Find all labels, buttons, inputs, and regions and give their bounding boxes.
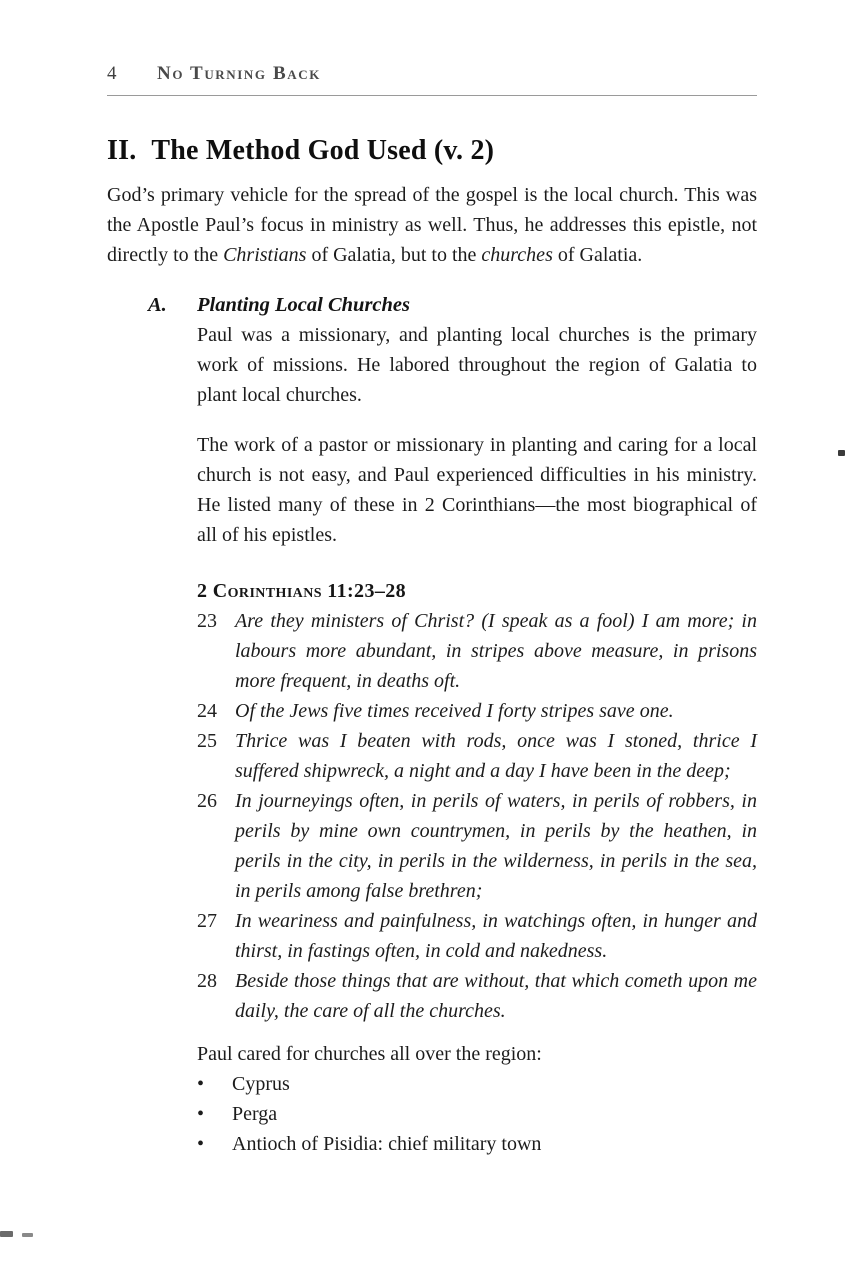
list-item-text: Antioch of Pisidia: chief military town bbox=[232, 1133, 542, 1155]
verse-row bbox=[197, 906, 757, 966]
intro-italic-2: churches bbox=[481, 244, 553, 266]
intro-paragraph bbox=[107, 180, 757, 270]
scripture-block bbox=[197, 576, 757, 1026]
heading-title: The Method God Used (v. 2) bbox=[151, 135, 495, 166]
heading-numeral: II. bbox=[107, 135, 137, 166]
list-item bbox=[197, 1069, 757, 1099]
scan-artifact bbox=[0, 1231, 13, 1237]
verse-number: 25 bbox=[197, 730, 217, 752]
verse-number: 24 bbox=[197, 700, 217, 722]
intro-text-1: God’s primary vehicle for the spread of the gospel is the local church. This was the Apostle Paul’s focus in ministry as well. Thus, he addresses this epistle, not directly to the bbox=[107, 184, 757, 266]
region-list bbox=[197, 1039, 757, 1159]
scan-artifact bbox=[838, 450, 845, 456]
verse-row bbox=[197, 786, 757, 906]
region-list-intro: Paul cared for churches all over the region: bbox=[197, 1043, 542, 1065]
verse-number: 27 bbox=[197, 910, 217, 932]
intro-italic-1: Christians bbox=[223, 244, 307, 266]
subsection-paragraph-1: Paul was a missionary, and planting local churches is the primary work of missions. He labored throughout the region of Galatia to plant local churches. bbox=[197, 324, 757, 406]
running-header-title: No Turning Back bbox=[157, 63, 321, 84]
verse-text: In weariness and painfulness, in watchings often, in hunger and thirst, in fastings often, in cold and nakedness. bbox=[235, 910, 757, 962]
running-header bbox=[107, 62, 757, 96]
section-heading-2 bbox=[107, 132, 757, 170]
list-item-text: Cyprus bbox=[232, 1073, 290, 1095]
subsection-label: A. bbox=[148, 294, 167, 316]
list-item-text: Perga bbox=[232, 1103, 278, 1125]
scan-artifact bbox=[22, 1233, 33, 1237]
verse-text: In journeyings often, in perils of waters, in perils of robbers, in perils by mine own countrymen, in perils by the heathen, in perils in the city, in perils in the wilderness, in perils in the sea, in perils among false brethren; bbox=[235, 790, 757, 902]
verse-text: Are they ministers of Christ? (I speak as a fool) I am more; in labours more abundant, in stripes above measure, in prisons more frequent, in deaths oft. bbox=[235, 610, 757, 692]
bullet-icon: • bbox=[197, 1103, 205, 1125]
list-item bbox=[197, 1099, 757, 1129]
verse-number: 23 bbox=[197, 610, 217, 632]
verse-text: Of the Jews five times received I forty stripes save one. bbox=[235, 700, 674, 722]
list-item bbox=[197, 1129, 757, 1159]
subsection-title: Planting Local Churches bbox=[197, 294, 411, 316]
verse-row bbox=[197, 696, 757, 726]
subsection-a-heading bbox=[107, 290, 757, 320]
verse-text: Thrice was I beaten with rods, once was I stoned, thrice I suffered shipwreck, a night and a day I have been in the deep; bbox=[235, 730, 757, 782]
verse-number: 28 bbox=[197, 970, 217, 992]
verse-number: 26 bbox=[197, 790, 217, 812]
bullet-icon: • bbox=[197, 1133, 205, 1155]
verse-row bbox=[197, 726, 757, 786]
intro-text-3: of Galatia. bbox=[552, 244, 643, 266]
intro-text-2: of Galatia, but to the bbox=[306, 244, 482, 266]
verse-row bbox=[197, 966, 757, 1026]
page-number: 4 bbox=[107, 63, 117, 84]
verse-text: Beside those things that are without, that which cometh upon me daily, the care of all the churches. bbox=[235, 970, 757, 1022]
scripture-reference: 2 Corinthians 11:23–28 bbox=[197, 580, 407, 602]
verse-row bbox=[197, 606, 757, 696]
subsection-paragraph-2: The work of a pastor or missionary in planting and caring for a local church is not easy, and Paul experienced difficulties in his ministry. He listed many of these in 2 Corinthians—the most biographical of all of his epistles. bbox=[197, 434, 757, 546]
bullet-icon: • bbox=[197, 1073, 205, 1095]
